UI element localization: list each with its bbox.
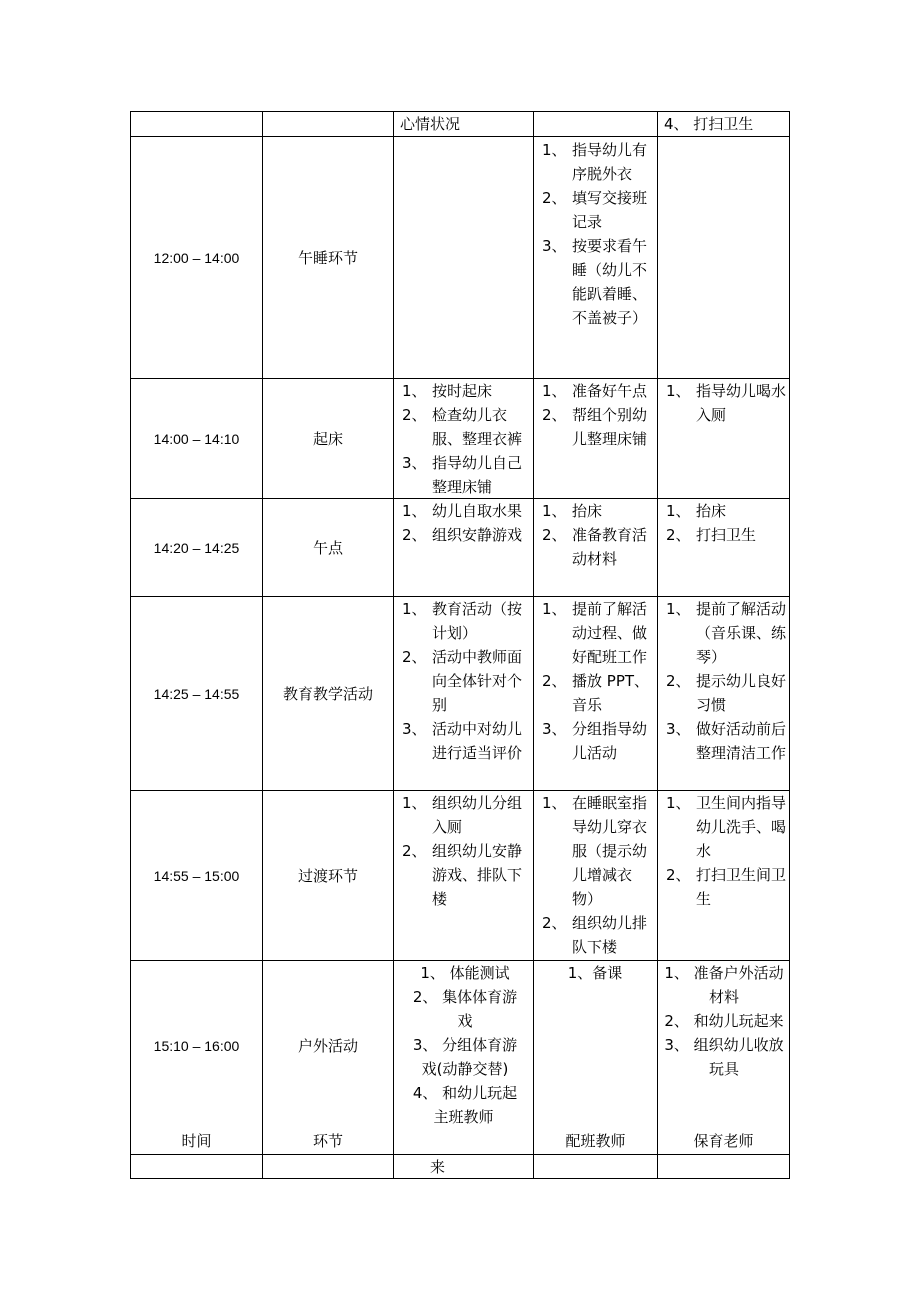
list-item: 1、 按时起床 (402, 382, 493, 400)
list-item: 2、 组织安静游戏 (402, 526, 523, 544)
item-text: 指导幼儿喝水入厕 (696, 382, 787, 424)
time-text: 14:00 – 14:10 (153, 430, 240, 447)
segment-text: 过渡环节 (297, 866, 358, 885)
item-text: 做好活动前后整理清洁工作 (696, 720, 787, 762)
list-item: 3、 指导幼儿自己整理床铺 (402, 454, 523, 496)
item-text: 准备教育活动材料 (572, 526, 648, 568)
cell-text: 心情状况 (400, 115, 461, 133)
segment-cell (263, 499, 393, 596)
segment-text: 户外活动 (297, 1037, 358, 1055)
cell-row0-col5 (664, 112, 789, 136)
list-item: 2、 活动中教师面向全体针对个别 (402, 648, 523, 714)
time-cell (131, 379, 262, 498)
list-item: 1、 教育活动（按计划） (402, 600, 523, 642)
list-item (662, 1033, 786, 1081)
header-text: 保育老师 (693, 1132, 754, 1150)
item-text: 幼儿自取水果 (432, 502, 523, 520)
list-item: 1、 幼儿自取水果 (402, 502, 523, 520)
header-text: 环节 (312, 1132, 343, 1150)
lead-teacher-cell (394, 791, 528, 911)
item-text: 1、 体能测试 (420, 964, 510, 982)
item-text: 按要求看午睡（幼儿不能趴着睡、不盖被子） (572, 237, 648, 327)
caregiver-cell (658, 791, 788, 911)
caregiver-cell (662, 961, 786, 1081)
item-text: 活动中教师面向全体针对个别 (432, 648, 523, 714)
caregiver-cell (658, 597, 788, 765)
time-cell (131, 961, 262, 1131)
lead-teacher-cell (394, 379, 528, 499)
list-item: 1、 指导幼儿喝水入厕 (666, 382, 787, 424)
item-text: 指导幼儿有序脱外衣 (572, 141, 648, 183)
segment-cell (263, 791, 393, 960)
list-item (662, 1009, 786, 1033)
time-cell (131, 597, 262, 790)
segment-text: 午点 (312, 538, 343, 557)
cell-text: 来 (430, 1158, 446, 1176)
item-text: 活动中对幼儿进行适当评价 (432, 720, 523, 762)
cell-text: 4、 打扫卫生 (664, 115, 754, 133)
list-item: 1、 准备好午点 (542, 382, 648, 400)
item-text: 播放 PPT、音乐 (572, 672, 650, 714)
item-text: 组织幼儿分组入厕 (432, 794, 523, 836)
time-text: 12:00 – 14:00 (153, 249, 240, 266)
list-item: 2、 打扫卫生间卫生 (666, 866, 787, 908)
item-text: 帮组个别幼儿整理床铺 (572, 406, 648, 448)
item-text: 2、 和幼儿玩起来 (664, 1012, 784, 1030)
header-text: 配班教师 (565, 1132, 626, 1150)
header-time (131, 1129, 262, 1153)
segment-text: 起床 (312, 429, 343, 448)
segment-cell (263, 961, 393, 1131)
caregiver-cell (658, 379, 786, 427)
list-item (662, 961, 786, 1009)
list-item: 2、 组织幼儿安静游戏、排队下楼 (402, 842, 523, 908)
header-text: 时间 (181, 1132, 212, 1150)
lead-teacher-cell (400, 961, 530, 1105)
item-text: 1、备课 (567, 964, 623, 982)
time-text: 14:25 – 14:55 (153, 685, 240, 702)
list-item: 1、 抬床 (542, 502, 603, 520)
list-item: 2、 提示幼儿良好习惯 (666, 672, 787, 714)
item-text: 按时起床 (432, 382, 493, 400)
header-assistant (534, 1129, 657, 1153)
segment-cell (263, 379, 393, 498)
caregiver-cell (658, 499, 786, 547)
assistant-cell (534, 961, 656, 985)
assistant-cell (534, 379, 652, 451)
item-text: 3、 分组体育游戏(动静交替) (412, 1036, 518, 1078)
item-text: 打扫卫生 (696, 526, 757, 544)
item-text: 3、 组织幼儿收放玩具 (664, 1036, 784, 1078)
header-lead-teacher (394, 1105, 533, 1129)
list-item: 3、 按要求看午睡（幼儿不能趴着睡、不盖被子） (542, 237, 648, 327)
list-item: 2、 填写交接班记录 (542, 189, 648, 231)
list-item: 3、 分组指导幼儿活动 (542, 720, 648, 762)
time-text: 14:20 – 14:25 (153, 539, 240, 556)
list-item: 2、 检查幼儿衣服、整理衣裤 (402, 406, 523, 448)
item-text: 卫生间内指导幼儿洗手、喝水 (696, 794, 787, 860)
list-item (400, 1081, 530, 1105)
list-item: 3、 做好活动前后整理清洁工作 (666, 720, 787, 762)
assistant-cell (534, 597, 654, 765)
item-text: 抬床 (696, 502, 727, 520)
list-item: 1、 抬床 (666, 502, 727, 520)
table-border-right (789, 111, 790, 1179)
segment-text: 教育教学活动 (282, 684, 373, 703)
item-text: 组织幼儿安静游戏、排队下楼 (432, 842, 523, 908)
time-cell (131, 499, 262, 596)
item-text: 教育活动（按计划） (432, 600, 523, 642)
segment-cell (263, 597, 393, 790)
item-text: 指导幼儿自己整理床铺 (432, 454, 523, 496)
list-item: 2、 播放 PPT、音乐 (542, 672, 650, 714)
item-text: 组织安静游戏 (432, 526, 523, 544)
item-text: 分组指导幼儿活动 (572, 720, 648, 762)
list-item (400, 961, 530, 985)
list-item: 2、 准备教育活动材料 (542, 526, 648, 568)
header-segment (263, 1129, 393, 1153)
cell-row7-col3 (430, 1155, 530, 1179)
item-text: 组织幼儿排队下楼 (572, 914, 648, 956)
list-item: 1、 提前了解活动（音乐课、练琴） (666, 600, 787, 666)
cell-row0-col3 (400, 112, 532, 136)
list-item: 2、 组织幼儿排队下楼 (542, 914, 648, 956)
assistant-cell (534, 499, 652, 571)
item-text: 检查幼儿衣服、整理衣裤 (432, 406, 523, 448)
item-text: 抬床 (572, 502, 603, 520)
lead-teacher-cell (394, 597, 528, 765)
item-text: 2、 集体体育游戏 (412, 988, 518, 1030)
list-item: 1、 卫生间内指导幼儿洗手、喝水 (666, 794, 787, 860)
item-text: 打扫卫生间卫生 (696, 866, 787, 908)
lead-teacher-cell (394, 499, 528, 547)
time-text: 15:10 – 16:00 (153, 1038, 240, 1054)
list-item: 1、 组织幼儿分组入厕 (402, 794, 523, 836)
list-item: 2、 帮组个别幼儿整理床铺 (542, 406, 648, 448)
segment-text: 午睡环节 (297, 248, 358, 267)
time-cell (131, 791, 262, 960)
header-caregiver (658, 1129, 789, 1153)
item-text: 1、 准备户外活动材料 (664, 964, 784, 1006)
assistant-cell (534, 791, 654, 959)
list-item: 1、 提前了解活动过程、做好配班工作 (542, 600, 648, 666)
item-text: 提前了解活动过程、做好配班工作 (572, 600, 648, 666)
item-text: 准备好午点 (572, 382, 648, 400)
item-text: 在睡眠室指导幼儿穿衣服（提示幼儿增减衣物） (572, 794, 648, 908)
list-item: 1、 指导幼儿有序脱外衣 (542, 141, 648, 183)
time-text: 14:55 – 15:00 (153, 867, 240, 884)
assistant-cell (534, 138, 652, 330)
list-item (400, 1033, 530, 1081)
time-cell (131, 137, 262, 378)
list-item: 2、 打扫卫生 (666, 526, 757, 544)
segment-cell (263, 137, 393, 378)
list-item (400, 985, 530, 1033)
item-text: 提前了解活动（音乐课、练琴） (696, 600, 787, 666)
item-text: 4、 和幼儿玩起 (412, 1084, 518, 1102)
list-item: 3、 活动中对幼儿进行适当评价 (402, 720, 523, 762)
item-text: 填写交接班记录 (572, 189, 648, 231)
item-text: 提示幼儿良好习惯 (696, 672, 787, 714)
list-item: 1、 在睡眠室指导幼儿穿衣服（提示幼儿增减衣物） (542, 794, 648, 908)
header-text: 主班教师 (433, 1108, 494, 1126)
